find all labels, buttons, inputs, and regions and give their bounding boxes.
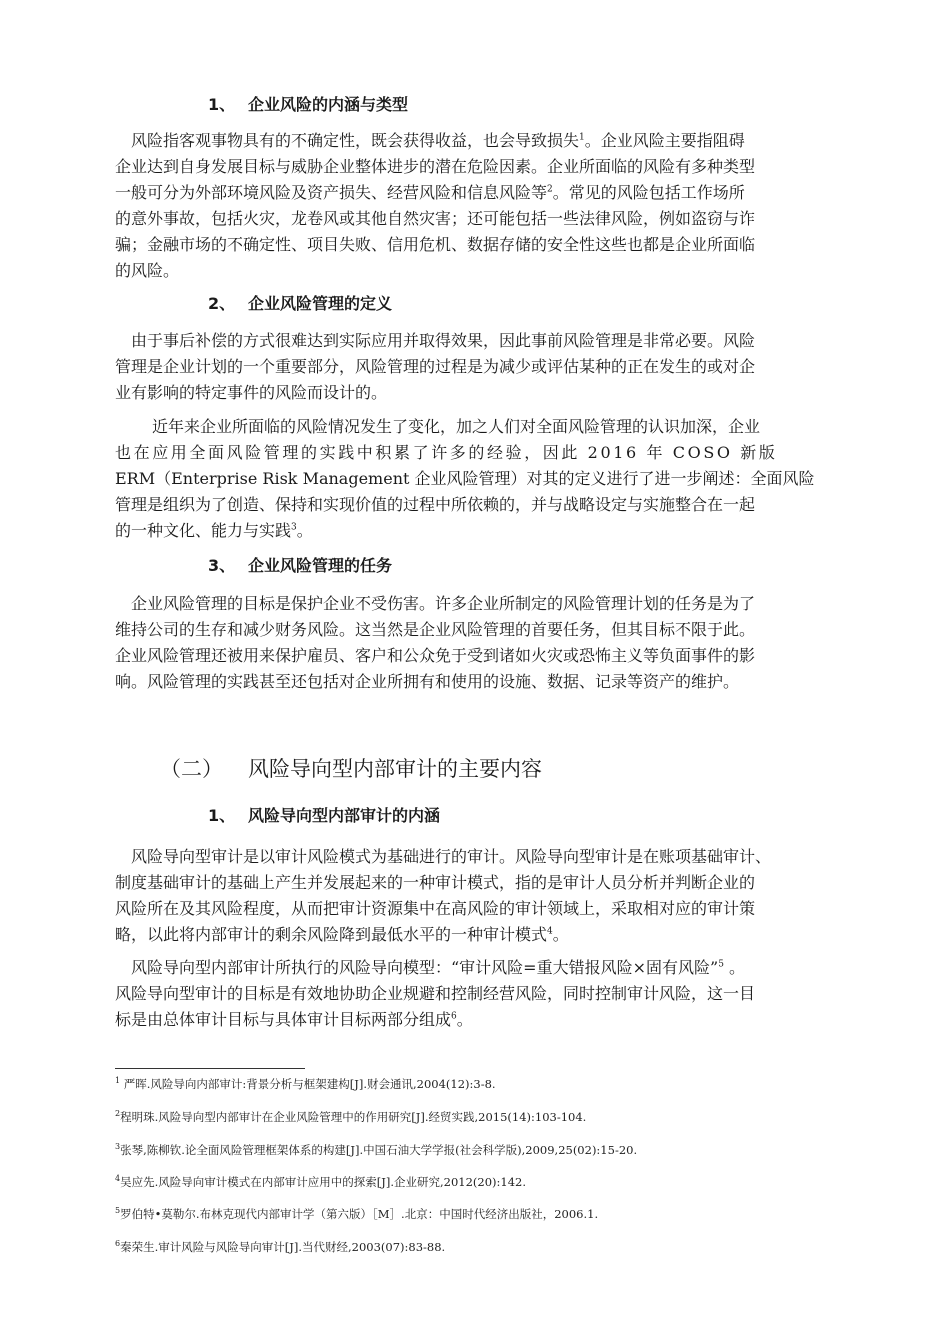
footnote-2: $^2$程明珠.风险导向型内部审计在企业风险管理中的作用研究[J].经贸实践,2015(14):103-104.	[115, 1109, 587, 1124]
footnote-separator	[115, 1068, 305, 1069]
paragraph-risk-model: 风险导向型内部审计所执行的风险导向模型：“审计风险=重大错报风险×固有风险”$^5$ 。 风险导向型审计的目标是有效地协助企业规避和控制经营风险，同时控制审计风险，这一目 标是由总体审计目标与具体审计目标两部分组成$^6$。	[115, 958, 756, 1029]
footnote-3: $^3$张琴,陈柳钦.论全面风险管理框架体系的构建[J].中国石油大学学报(社会科学版),2009,25(02):15-20.	[115, 1142, 638, 1157]
footnote-4: $^4$吴应先.风险导向审计模式在内部审计应用中的探索[J].企业研究,2012(20):142.	[115, 1174, 526, 1189]
chapter-heading-risk-oriented-audit: （二） 风险导向型内部审计的主要内容	[160, 757, 542, 781]
footnote-5: $^5$罗伯特•莫勒尔.布林克现代内部审计学（第六版）［M］.北京：中国时代经济出版社，2006.1.	[115, 1206, 599, 1221]
section-heading-risk-audit-meaning: 1、 风险导向型内部审计的内涵	[208, 806, 441, 825]
paragraph-coso-erm: 近年来企业所面临的风险情况发生了变化，加之人们对全面风险管理的认识加深，企业 也在应用全面风险管理的实践中积累了许多的经验，因此 2016 年 COSO 新版 ERM（Enterprise Risk Management 企业风险管理）对其的定义进行了进一步阐述：全面风险 管理是组织为了创造、保持和实现价值的过程中所依赖的，并与战略设定与实施整合在一起 的一种文化、能力与实践$^3$。	[115, 417, 815, 540]
paragraph-risk-audit-meaning: 风险导向型审计是以审计风险模式为基础进行的审计。风险导向型审计是在账项基础审计、 制度基础审计的基础上产生并发展起来的一种审计模式，指的是审计人员分析并判断企业的 风险所在及其风险程度，从而把审计资源集中在高风险的审计领域上，采取相对应的审计策 略，以此将内部审计的剩余风险降到最低水平的一种审计模式$^4$。	[115, 847, 772, 944]
section-heading-risk-types: 1、 企业风险的内涵与类型	[208, 95, 409, 114]
section-heading-erm-definition: 2、 企业风险管理的定义	[208, 294, 393, 313]
paragraph-erm-tasks: 企业风险管理的目标是保护企业不受伤害。许多企业所制定的风险管理计划的任务是为了 维持公司的生存和减少财务风险。这当然是企业风险管理的首要任务，但其目标不限于此。 企业风险管理还被用来保护雇员、客户和公众免于受到诸如火灾或恐怖主义等负面事件的影 响。风险管理的实践甚至还包括对企业所拥有和使用的设施、数据、记录等资产的维护。	[115, 594, 756, 691]
footnote-1: $^1$ 严晖.风险导向内部审计:背景分析与框架建构[J].财会通讯,2004(12):3-8.	[115, 1076, 496, 1091]
section-heading-erm-tasks: 3、 企业风险管理的任务	[208, 556, 393, 575]
paragraph-risk-definition: 风险指客观事物具有的不确定性，既会获得收益，也会导致损失$^1$。企业风险主要指阻碍 企业达到自身发展目标与威胁企业整体进步的潜在危险因素。企业所面临的风险有多种类型 一般可分为外部环境风险及资产损失、经营风险和信息风险等$^2$。常见的风险包括工作场所 的意外事故，包括火灾，龙卷风或其他自然灾害；还可能包括一些法律风险，例如盗窃与诈 骗；金融市场的不确定性、项目失败、信用危机、数据存储的安全性这些也都是企业所面临 的风险。	[115, 131, 756, 280]
footnote-6: $^6$秦荣生.审计风险与风险导向审计[J].当代财经,2003(07):83-88.	[115, 1239, 446, 1254]
paragraph-erm-definition: 由于事后补偿的方式很难达到实际应用并取得效果，因此事前风险管理是非常必要。风险 管理是企业计划的一个重要部分，风险管理的过程是为减少或评估某种的正在发生的或对企 业有影响的特定事件的风险而设计的。	[115, 331, 756, 402]
